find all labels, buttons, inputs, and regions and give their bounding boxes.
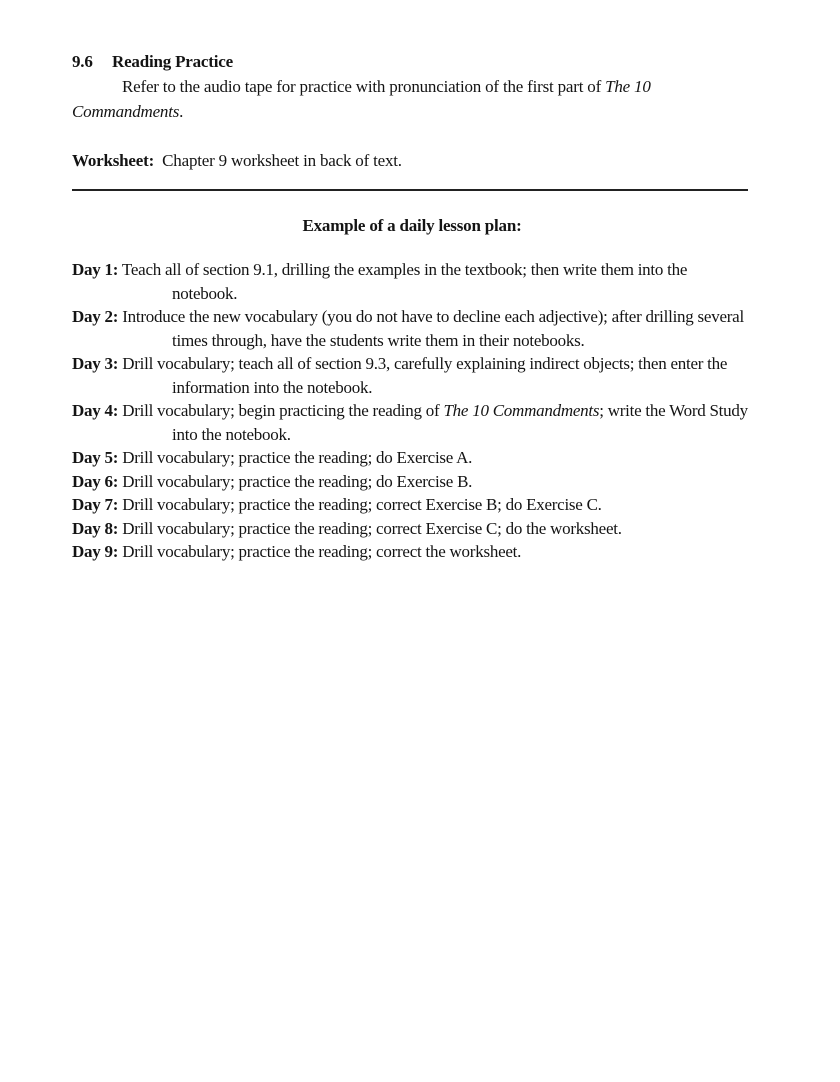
day-label: Day 2: xyxy=(72,307,119,326)
day-label: Day 3: xyxy=(72,354,119,373)
lesson-day xyxy=(72,493,752,517)
lesson-day xyxy=(72,352,752,399)
day-label: Day 7: xyxy=(72,495,119,514)
worksheet-line xyxy=(72,148,752,173)
day-label: Day 1: xyxy=(72,260,119,279)
lesson-day xyxy=(72,540,752,564)
day-label: Day 4: xyxy=(72,401,119,420)
day-text: Drill vocabulary; practice the reading; do Exercise A. xyxy=(122,448,473,467)
lesson-day xyxy=(72,517,752,541)
day-text-after: ; write the Word Study into the notebook. xyxy=(172,401,748,444)
section-title: Reading Practice xyxy=(112,52,233,71)
intro-paragraph xyxy=(72,74,752,124)
worksheet-label: Worksheet: xyxy=(72,151,155,170)
document-page xyxy=(72,50,752,580)
day-label: Day 9: xyxy=(72,542,119,561)
day-text: Drill vocabulary; practice the reading; correct Exercise C; do the worksheet. xyxy=(122,518,622,538)
day-text: Teach all of section 9.1, drilling the examples in the textbook; then write them into the notebook. xyxy=(121,260,688,303)
day-text: Drill vocabulary; teach all of section 9.3, carefully explaining indirect objects; then enter the information into the notebook. xyxy=(122,354,728,397)
intro-punctuation: . xyxy=(179,102,184,121)
section-number: 9.6 xyxy=(72,52,93,71)
lesson-day xyxy=(72,258,752,305)
horizontal-divider xyxy=(72,189,748,191)
lesson-plan-list xyxy=(72,258,752,564)
lesson-plan-title: Example of a daily lesson plan: xyxy=(302,216,522,235)
lesson-day xyxy=(72,305,752,352)
day-label: Day 5: xyxy=(72,448,119,467)
lesson-day xyxy=(72,399,752,446)
day-label: Day 8: xyxy=(72,518,119,538)
day-text: Drill vocabulary; practice the reading; do Exercise B. xyxy=(122,471,473,491)
intro-text: Refer to the audio tape for practice with pronunciation of the first part of xyxy=(122,77,606,96)
day-label: Day 6: xyxy=(72,471,119,491)
worksheet-text: Chapter 9 worksheet in back of text. xyxy=(162,151,402,170)
day-text: Drill vocabulary; practice the reading; correct the worksheet. xyxy=(122,542,522,561)
lesson-day xyxy=(72,470,752,494)
lesson-day xyxy=(72,446,752,470)
day-text-italic: The 10 Commandments xyxy=(443,401,600,420)
intro-title-italic: The 10 Commandments xyxy=(72,77,651,121)
day-text: Drill vocabulary; begin practicing the reading of xyxy=(122,401,444,420)
day-text: Drill vocabulary; practice the reading; correct Exercise B; do Exercise C. xyxy=(122,495,602,514)
section-heading xyxy=(72,50,752,74)
day-text: Introduce the new vocabulary (you do not have to decline each adjective); after drilling several times through, have the students write them in their notebooks. xyxy=(122,307,744,350)
